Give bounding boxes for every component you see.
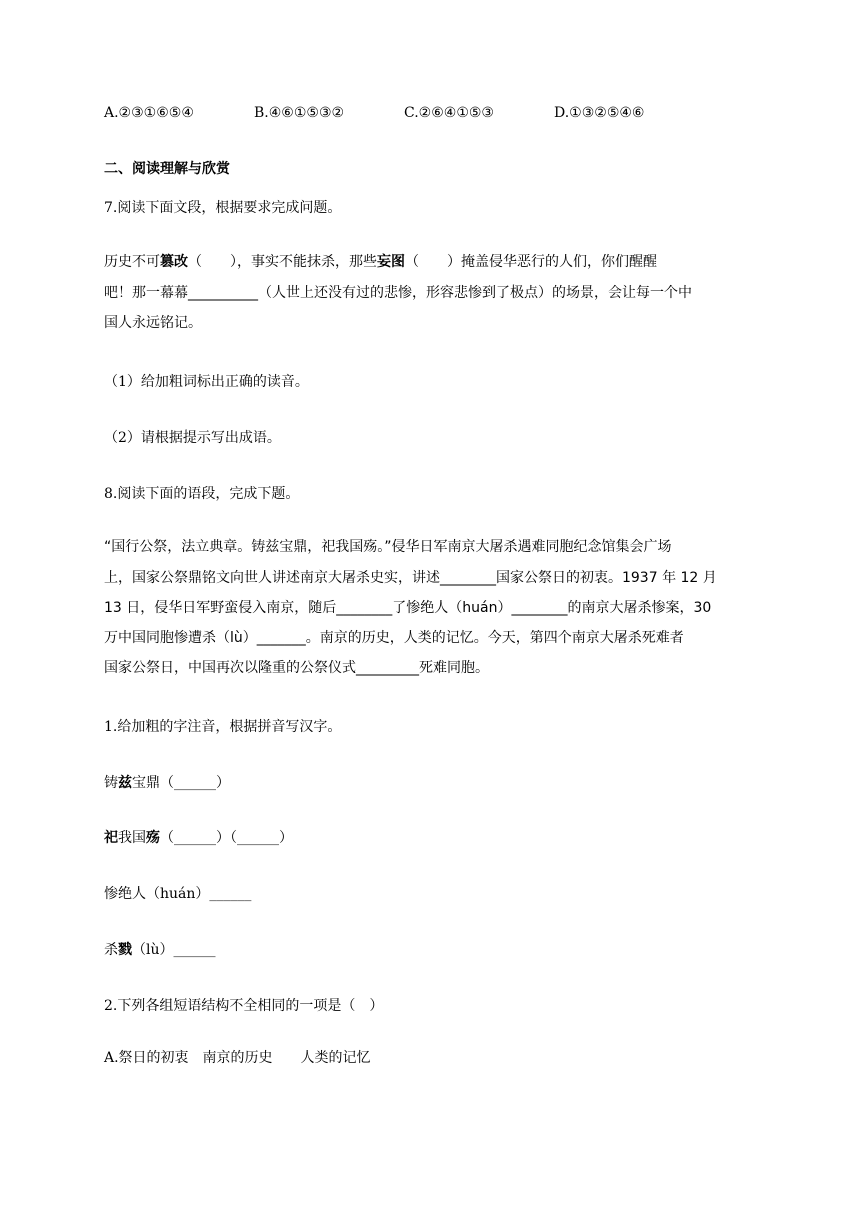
q8-item-2	[104, 828, 293, 848]
q8-item-text: 铸	[104, 775, 118, 791]
q8-item-1	[104, 773, 230, 793]
answer-options-row	[104, 103, 644, 123]
q8-item-text: （lù）______	[132, 942, 216, 958]
q8-item-4	[104, 940, 216, 960]
q7-title: 7.阅读下面文段，根据要求完成问题。	[104, 200, 342, 216]
q8-bold-char: 戮	[118, 942, 132, 958]
q7-bold-word-1: 篡改	[160, 254, 188, 270]
q8-passage-line-3: 13 日，侵华日军野蛮侵入南京，随后________了惨绝人（huán）________的南京大屠杀惨案，30	[104, 600, 712, 616]
q7-bold-word-2: 妄图	[377, 254, 405, 270]
q8-item-3: 惨绝人（huán）______	[104, 886, 252, 902]
option-c: C.②⑥④①⑤③	[404, 105, 494, 121]
section-heading: 二、阅读理解与欣赏	[104, 161, 230, 177]
q8-passage-line-4: 万中国同胞惨遭杀（lù）_______。南京的历史，人类的记忆。今天，第四个南京大屠杀死难者	[104, 630, 684, 646]
q8-bold-char: 祀	[104, 830, 118, 846]
q7-passage-line-1	[104, 252, 657, 272]
q8-passage-line-5: 国家公祭日，中国再次以隆重的公祭仪式_________死难同胞。	[104, 660, 489, 676]
q8-item-text: 宝鼎（______）	[132, 775, 230, 791]
q7-sub-question-1: （1）给加粗词标出正确的读音。	[104, 374, 309, 390]
q7-passage-line-3: 国人永远铭记。	[104, 315, 202, 331]
q8-passage-line-2: 上，国家公祭鼎铭文向世人讲述南京大屠杀史实，讲述________国家公祭日的初衷。1937 年 12 月	[104, 570, 717, 586]
q7-passage-line-2: 吧！那一幕幕__________（人世上还没有过的悲惨，形容悲惨到了极点）的场景，会让每一个中	[104, 285, 692, 301]
q7-text: （ ），事实不能抹杀，那些	[188, 254, 377, 270]
q8-option-a: A.祭日的初衷 南京的历史 人类的记忆	[104, 1050, 371, 1066]
option-b: B.④⑥①⑤③②	[254, 105, 345, 121]
option-d: D.①③②⑤④⑥	[554, 105, 645, 121]
q8-passage-line-1: “国行公祭，法立典章。铸兹宝鼎，祀我国殇。”侵华日军南京大屠杀遇难同胞纪念馆集会广场	[104, 539, 672, 555]
q8-item-text: 我国	[118, 830, 146, 846]
q8-sub-question-1: 1.给加粗的字注音，根据拼音写汉字。	[104, 719, 342, 735]
q8-item-text: 杀	[104, 942, 118, 958]
q8-bold-char: 殇	[146, 830, 160, 846]
q7-text: 历史不可	[104, 254, 160, 270]
q7-sub-question-2: （2）请根据提示写出成语。	[104, 430, 281, 446]
q8-title: 8.阅读下面的语段，完成下题。	[104, 486, 300, 502]
q8-item-text: （______）（______）	[160, 830, 293, 846]
q8-sub-question-2: 2.下列各组短语结构不全相同的一项是（ ）	[104, 998, 384, 1014]
q8-bold-char: 兹	[118, 775, 132, 791]
q7-text: （ ）掩盖侵华恶行的人们，你们醒醒	[405, 254, 657, 270]
option-a: A.②③①⑥⑤④	[104, 105, 194, 121]
